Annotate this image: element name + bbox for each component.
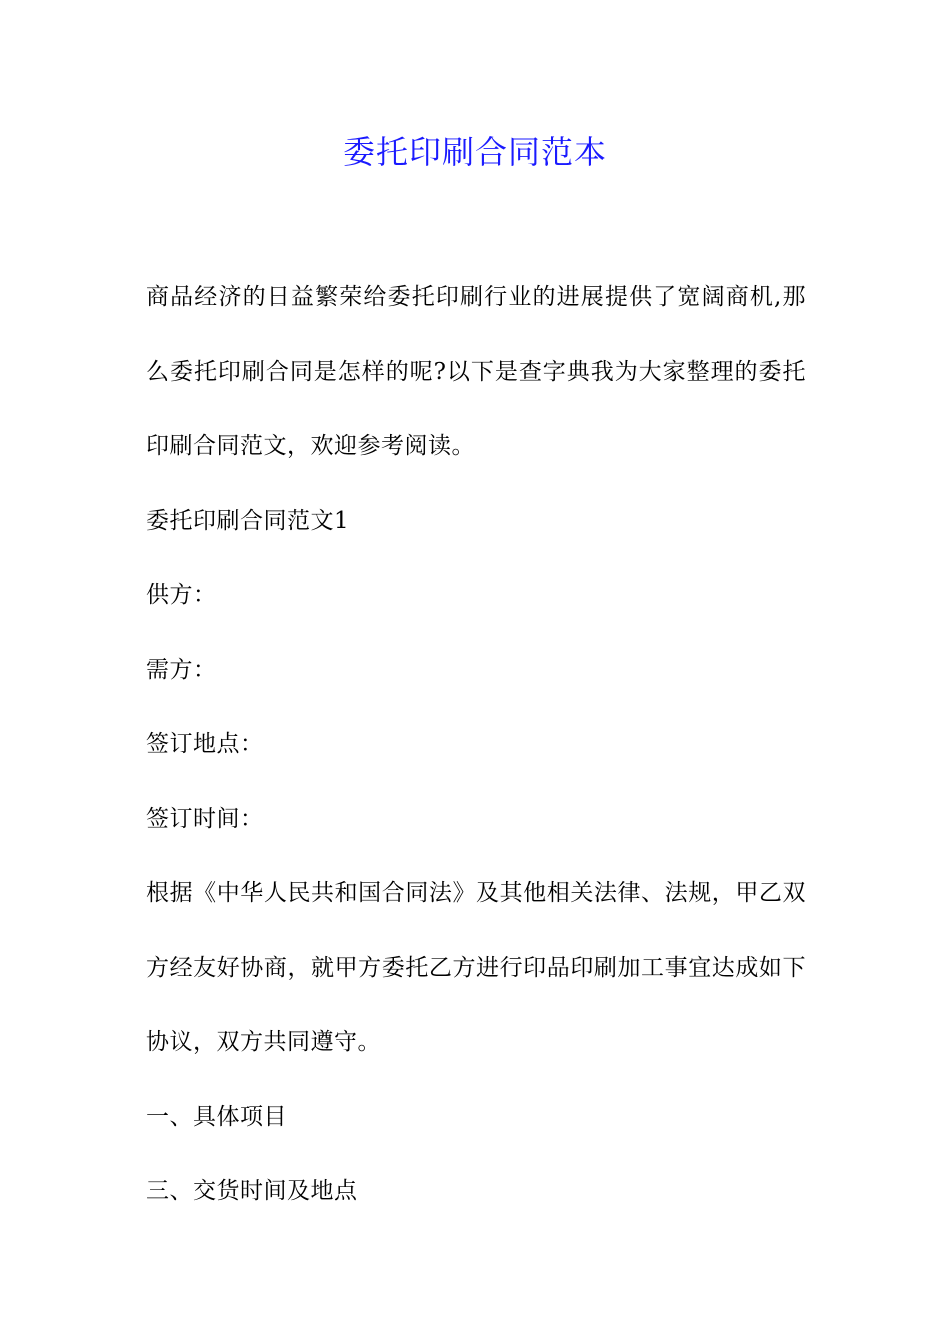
document-title: 委托印刷合同范本	[342, 133, 607, 171]
supplier-field: 供方：	[146, 582, 217, 608]
legal-basis-paragraph: 根据《中华人民共和国合同法》及其他相关法律、法规，甲乙双方经友好协商，就甲方委托乙方进行印品印刷加工事宜达成如下协议，双方共同遵守。	[146, 880, 806, 1055]
document-body	[146, 260, 806, 1229]
signing-time-field: 签订时间：	[146, 805, 264, 832]
signing-place-field: 签订地点：	[146, 731, 264, 757]
contract-heading: 委托印刷合同范文1	[146, 507, 350, 534]
intro-paragraph: 商品经济的日益繁荣给委托印刷行业的进展提供了宽阔商机,那么委托印刷合同是怎样的呢?以下是查字典我为大家整理的委托印刷合同范文，欢迎参考阅读。	[146, 284, 806, 459]
section-heading-3: 三、交货时间及地点	[146, 1178, 358, 1204]
buyer-field: 需方：	[146, 656, 217, 683]
section-heading-1: 一、具体项目	[146, 1103, 287, 1130]
